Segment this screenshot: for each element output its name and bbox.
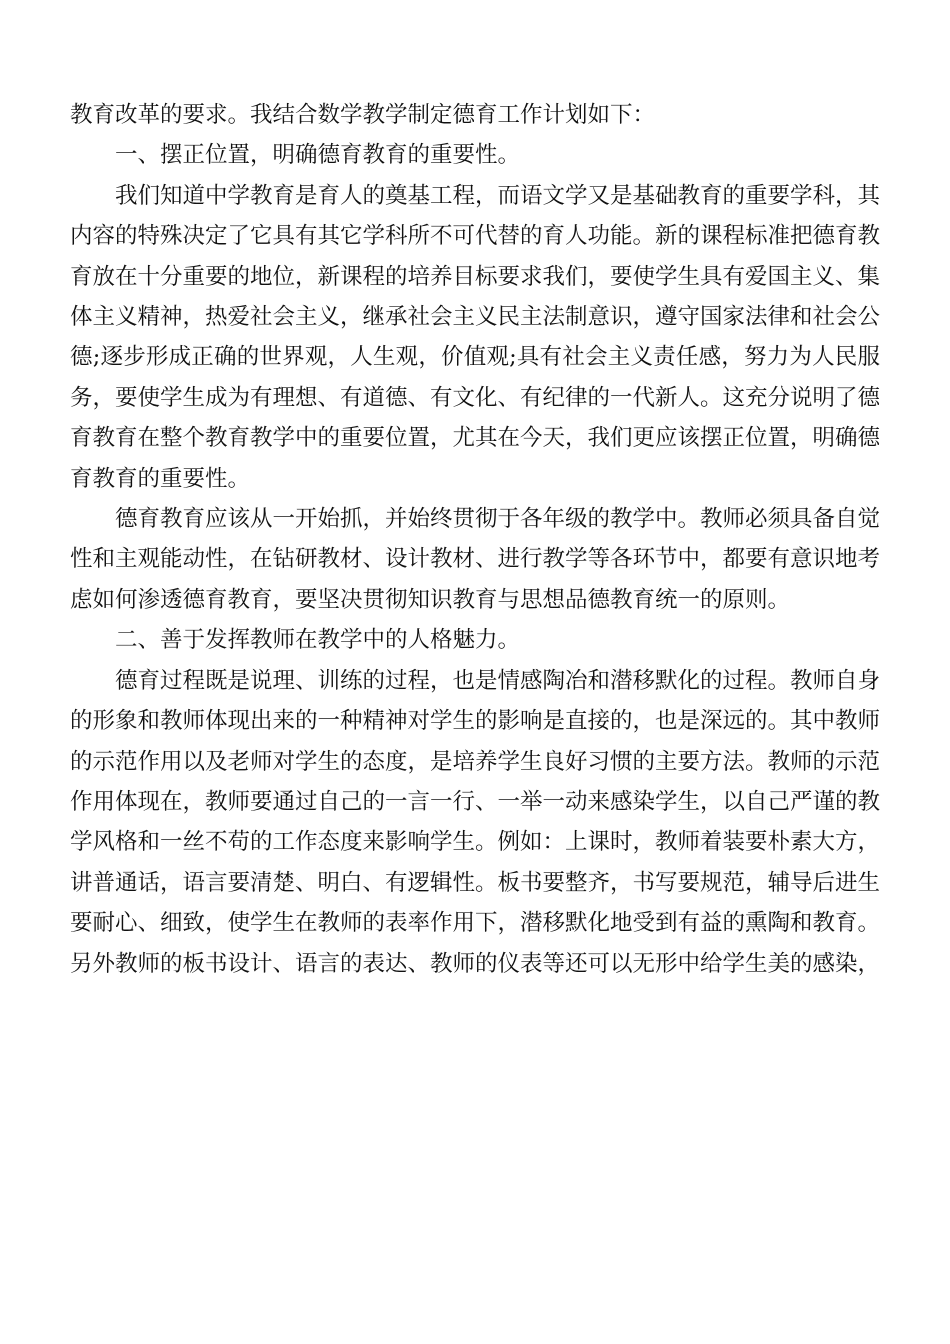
paragraph-intro: 教育改革的要求。我结合数学教学制定德育工作计划如下：	[70, 102, 656, 128]
paragraph-teacher-charisma: 德育过程既是说理、训练的过程，也是情感陶冶和潜移默化的过程。教师自身的形象和教师体现出来的一种精神对学生的影响是直接的，也是深远的。其中教师的示范作用以及老师对学生的态度，是培养学生良好习惯的主要方法。教师的示范作用体现在，教师要通过自己的一言一行、一举一动来感染学生，以自己严谨的教学风格和一丝不苟的工作态度来影响学生。例如：上课时，教师着装要朴素大方，讲普通话，语言要清楚、明白、有逻辑性。板书要整齐，书写要规范，辅导后进生要耐心、细致，使学生在教师的表率作用下，潜移默化地受到有益的熏陶和教育。另外教师的板书设计、语言的表达、教师的仪表等还可以无形中给学生美的感染，	[70, 667, 881, 977]
heading-section-one: 一、摆正位置，明确德育教育的重要性。	[115, 142, 521, 169]
paragraph-continuity: 德育教育应该从一开始抓，并始终贯彻于各年级的教学中。教师必须具备自觉性和主观能动性，在钻研教材、设计教材、进行教学等各环节中，都要有意识地考虑如何渗透德育教育，要坚决贯彻知识教育与思想品德教育统一的原则。	[70, 506, 881, 613]
document-body	[70, 95, 880, 984]
paragraph-importance: 我们知道中学教育是育人的奠基工程，而语文学又是基础教育的重要学科，其内容的特殊决定了它具有其它学科所不可代替的育人功能。新的课程标准把德育教育放在十分重要的地位，新课程的培养目标要求我们，要使学生具有爱国主义、集体主义精神，热爱社会主义，继承社会主义民主法制意识，遵守国家法律和社会公德;逐步形成正确的世界观，人生观，价值观;具有社会主义责任感，努力为人民服务，要使学生成为有理想、有道德、有文化、有纪律的一代新人。这充分说明了德育教育在整个教育教学中的重要位置，尤其在今天，我们更应该摆正位置，明确德育教育的重要性。	[70, 182, 881, 492]
heading-section-two: 二、善于发挥教师在教学中的人格魅力。	[115, 627, 521, 654]
